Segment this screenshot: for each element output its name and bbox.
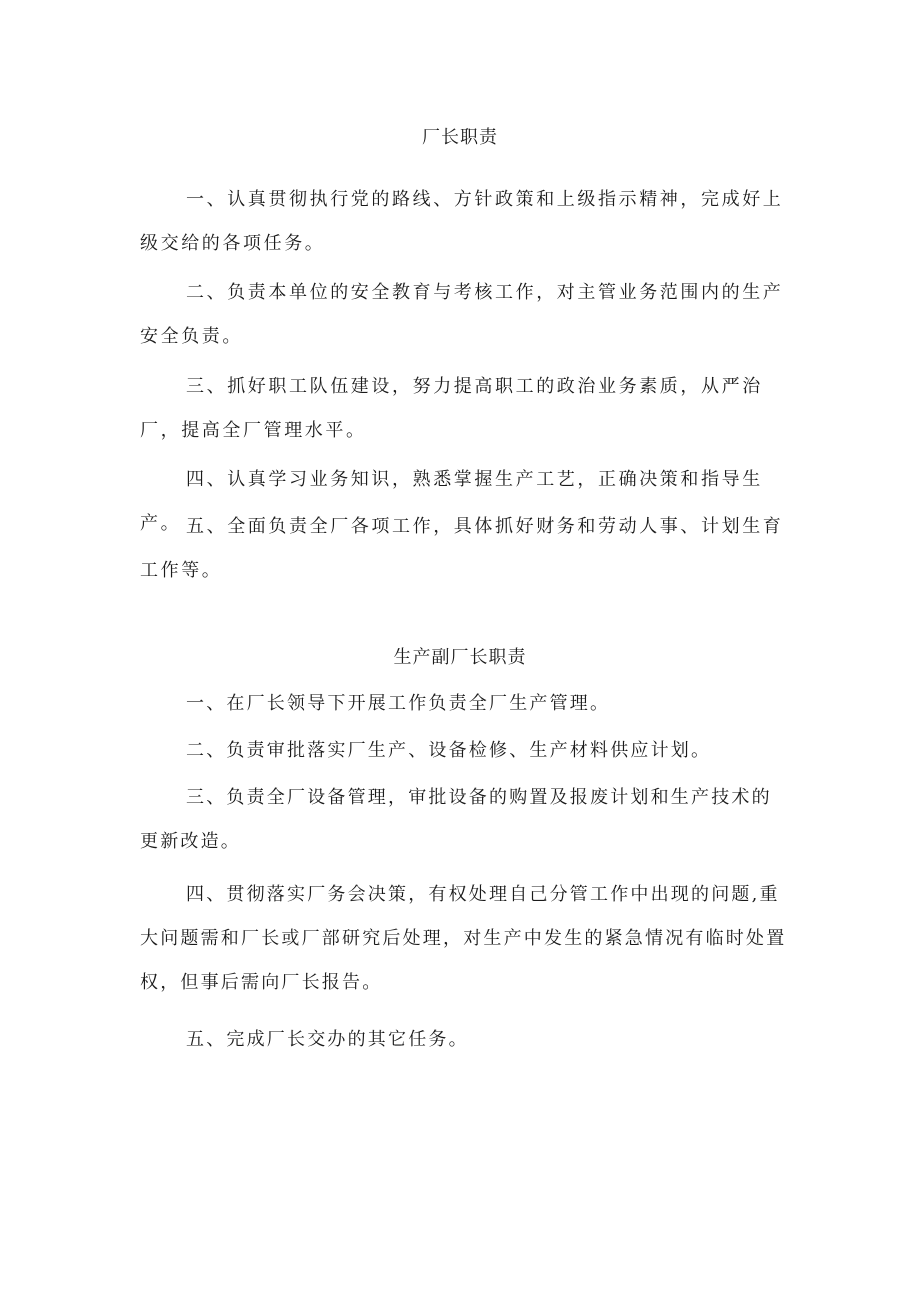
section-title-director: 厂长职责 (422, 127, 498, 148)
section-title-deputy-director: 生产副厂长职责 (393, 647, 527, 668)
deputy-duty-1: 一、在厂长领导下开展工作负责全厂生产管理。 (186, 693, 611, 714)
deputy-duty-5: 五、完成厂长交办的其它任务。 (186, 1029, 469, 1050)
director-duty-4: 四、认真学习业务知识，熟悉掌握生产工艺，正确决策和指导生产。 (140, 469, 763, 534)
director-duty-1: 一、认真贯彻执行党的路线、方针政策和上级指示精神，完成好上级交给的各项任务。 (140, 189, 784, 254)
deputy-duty-2: 二、负责审批落实厂生产、设备检修、生产材料供应计划。 (186, 740, 712, 761)
deputy-duty-4: 四、贯彻落实厂务会决策，有权处理自己分管工作中出现的问题,重大问题需和厂长或厂部研究后处理，对生产中发生的紧急情况有临时处置权，但事后需向厂长报告。 (140, 884, 787, 993)
deputy-duty-3: 三、负责全厂设备管理，审批设备的购置及报废计划和生产技术的更新改造。 (140, 787, 772, 852)
director-duty-5: 五、全面负责全厂各项工作，具体抓好财务和劳动人事、计划生育工作等。 (140, 516, 784, 581)
director-duty-3: 三、抓好职工队伍建设，努力提高职工的政治业务素质，从严治厂，提高全厂管理水平。 (140, 376, 763, 441)
director-duty-2: 二、负责本单位的安全教育与考核工作，对主管业务范围内的生产安全负责。 (140, 282, 784, 347)
